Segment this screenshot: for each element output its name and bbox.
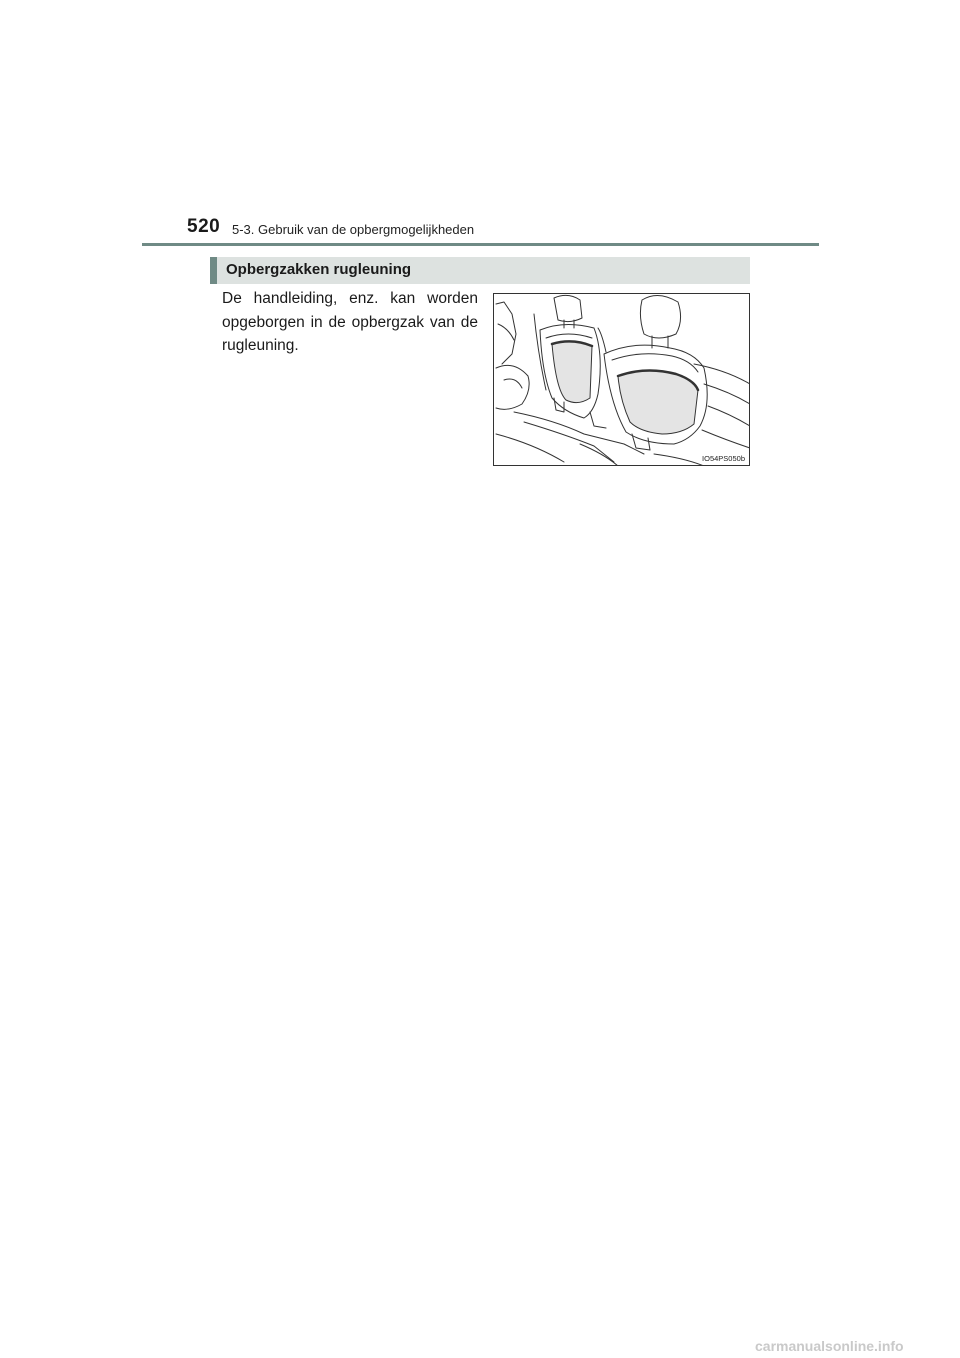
section-heading xyxy=(210,257,750,284)
footer-watermark: carmanualsonline.info xyxy=(755,1338,904,1354)
page-number: 520 xyxy=(187,216,221,237)
chapter-title: 5-3. Gebruik van de opbergmogelijkheden xyxy=(232,222,475,237)
seatback-pocket-drawing xyxy=(494,294,750,466)
section-body-text: De handleiding, enz. kan worden opgeborgen in de opbergzak van de rugleuning. xyxy=(222,290,478,354)
header-divider xyxy=(142,243,819,246)
section-heading-label: Opbergzakken rugleuning xyxy=(226,261,412,278)
figure-code: IO54PS050b xyxy=(702,454,745,463)
section-heading-accent xyxy=(210,257,217,284)
seatback-pocket-illustration xyxy=(493,293,750,466)
